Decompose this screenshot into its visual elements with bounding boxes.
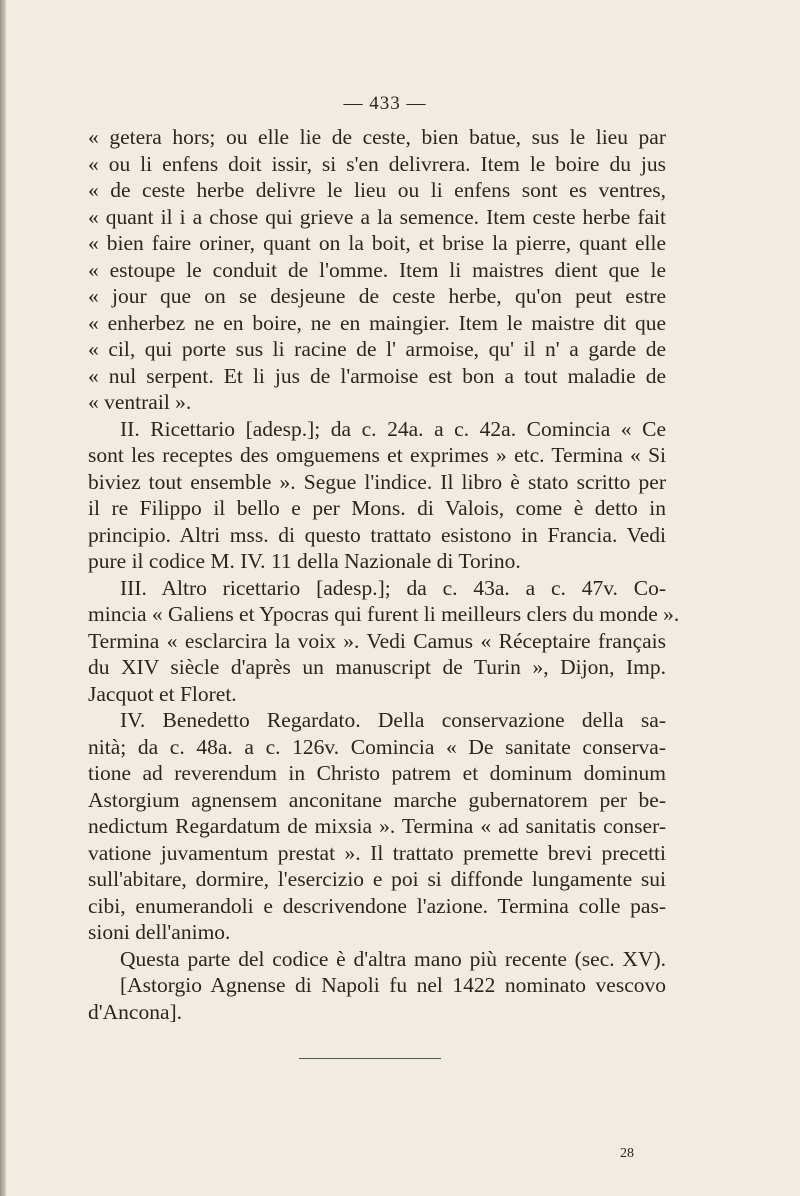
text-line: « cil, qui porte sus li racine de l' armoise, qu' il n' a garde de	[88, 337, 666, 361]
text-line: pure il codice M. IV. 11 della Nazionale di Torino.	[88, 549, 521, 573]
section-heading-line: III. Altro ricettario [adesp.]; da c. 43a. a c. 47v. Co-	[120, 575, 666, 600]
signature-mark: 28	[620, 1146, 634, 1161]
text-line: Termina « esclarcira la voix ». Vedi Camus « Réceptaire français	[88, 628, 666, 653]
page-number: — 433 —	[343, 93, 427, 114]
text-line: « nul serpent. Et li jus de l'armoise est bon a tout maladie de	[88, 363, 666, 388]
closing-rule	[299, 1058, 441, 1059]
text-line: sont les receptes des omguemens et exprimes » etc. Termina « Si	[88, 443, 666, 467]
text-line: mincia « Galiens et Ypocras qui furent li meilleurs clers du monde ».	[88, 602, 680, 626]
text-line: il re Filippo il bello e per Mons. di Valois, come è detto in	[88, 496, 666, 520]
text-line: d'Ancona].	[88, 999, 183, 1024]
section-heading-line: II. Ricettario [adesp.]; da c. 24a. a c. 42a. Comincia « Ce	[120, 416, 666, 441]
text-line: du XIV siècle d'après un manuscript de Turin », Dijon, Imp.	[88, 655, 666, 679]
text-line: « ou li enfens doit issir, si s'en delivrera. Item le boire du jus	[88, 151, 666, 176]
text-line: [Astorgio Agnense di Napoli fu nel 1422 nominato vescovo	[120, 973, 666, 997]
text-line: nità; da c. 48a. a c. 126v. Comincia « De sanitate conserva-	[88, 734, 666, 759]
text-line: vatione juvamentum prestat ». Il trattato premette brevi precetti	[88, 840, 666, 865]
text-line: « getera hors; ou elle lie de ceste, bien batue, sus le lieu par	[88, 125, 666, 149]
text-line: biviez tout ensemble ». Segue l'indice. Il libro è stato scritto per	[88, 469, 666, 494]
page-edge-shadow	[0, 0, 6, 1196]
text-line: « bien faire oriner, quant on la boit, et brise la pierre, quant elle	[88, 231, 666, 255]
text-line: sull'abitare, dormire, l'esercizio e poi si diffonde lungamente sui	[88, 867, 666, 891]
text-line: « quant il i a chose qui grieve a la semence. Item ceste herbe fait	[88, 204, 666, 229]
text-line: « jour que on se desjeune de ceste herbe, qu'on peut estre	[88, 284, 666, 308]
section-heading-line: IV. Benedetto Regardato. Della conservazione della sa-	[120, 708, 666, 732]
text-line: sioni dell'animo.	[88, 920, 231, 944]
text-block	[88, 124, 680, 1025]
text-line: cibi, enumerandoli e descrivendone l'azione. Termina colle pas-	[88, 893, 666, 918]
text-line: « enherbez ne en boire, ne en maingier. Item le maistre dit que	[88, 310, 666, 335]
text-line: « ventrail ».	[88, 390, 192, 414]
text-line: Jacquot et Floret.	[88, 681, 237, 706]
text-line: tione ad reverendum in Christo patrem et dominum dominum	[88, 761, 666, 785]
text-line: « estoupe le conduit de l'omme. Item li maistres dient que le	[88, 257, 666, 282]
text-line: Astorgium agnensem anconitane marche gubernatorem per be-	[88, 787, 666, 812]
text-line: principio. Altri mss. di questo trattato esistono in Francia. Vedi	[88, 522, 666, 547]
text-line: « de ceste herbe delivre le lieu ou li enfens sont es ventres,	[88, 178, 666, 202]
text-line: nedictum Regardatum de mixsia ». Termina « ad sanitatis conser-	[88, 814, 666, 838]
text-line: Questa parte del codice è d'altra mano più recente (sec. XV).	[120, 946, 666, 971]
